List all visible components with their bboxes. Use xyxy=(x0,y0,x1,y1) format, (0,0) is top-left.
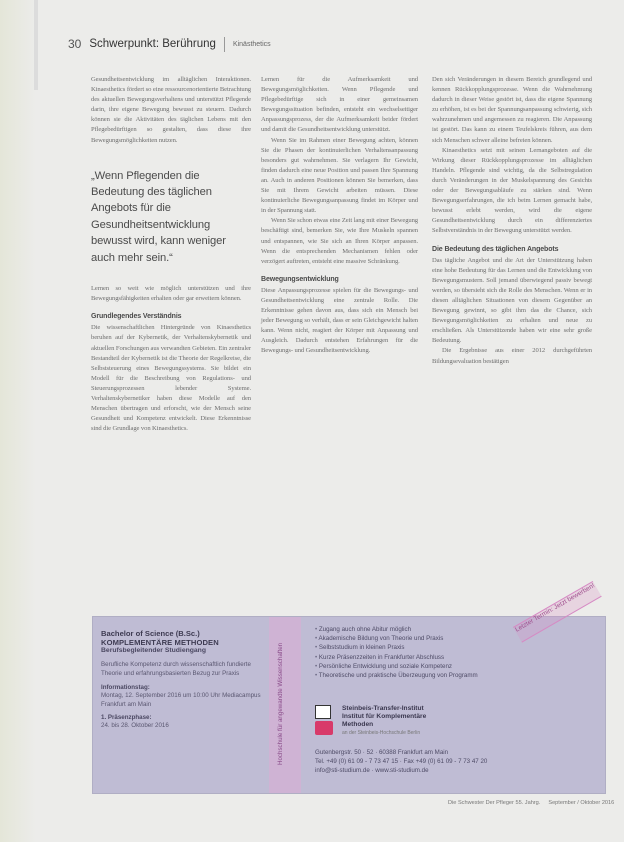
body-paragraph: Lernen für die Aufmerksamkeit und Bewegungsmöglichkeiten. Wenn Pflegende und Pflegebedürftige sich in einer gemeinsamen Bewegungssituation befinden, entsteht ein wechselseitiger Anpassungsprozess, der die Aufmerksamkeit beider fördert und damit die Gesundheitsentwicklung unterstützt. xyxy=(261,76,418,134)
ad-feature-item: • Akademische Bildung von Theorie und Praxis xyxy=(315,634,515,643)
body-paragraph: Lernen so weit wie möglich unterstützen und ihre Bewegungsfähigkeiten erhalten oder gar erweitern können. xyxy=(91,285,251,303)
logo-building-icon xyxy=(315,705,331,719)
body-paragraph: Die Ergebnisse aus einer 2012 durchgeführten Bildungsevaluation bestätigen xyxy=(432,347,592,365)
ad-program-info xyxy=(101,629,261,735)
header-divider xyxy=(224,37,225,52)
page-shadow xyxy=(34,0,38,90)
section-title: Schwerpunkt: Berührung xyxy=(89,38,216,50)
advertisement-box xyxy=(92,582,606,794)
ad-info-text: Montag, 12. September 2016 um 10:00 Uhr Mediacampus Frankfurt am Main xyxy=(101,692,261,708)
subheading: Grundlegendes Verständnis xyxy=(91,313,182,321)
institute-line-3: Methoden xyxy=(342,721,374,728)
institute-branding xyxy=(315,705,426,737)
ad-presence-label: 1. Präsenzphase: xyxy=(101,714,152,721)
ad-stamp-banner: Letzter Termin: Jetzt bewerben! xyxy=(513,581,602,643)
ad-features xyxy=(315,625,515,680)
ad-info-label: Informationstag: xyxy=(101,684,150,691)
ad-study-mode: Berufsbegleitender Studiengang xyxy=(101,647,206,654)
ad-phone-fax: Tel. +49 (0) 61 09 - 7 73 47 15 · Fax +49 (0) 61 09 - 7 73 47 20 xyxy=(315,758,488,765)
subheading: Bewegungsentwicklung xyxy=(261,275,339,283)
footer-publication: Die Schwester Der Pfleger 55. Jahrg. xyxy=(448,800,541,806)
body-paragraph: Kinaesthetics setzt mit seinen Lernangeboten auf die Wirkung dieser Rückkopplungsprozesse im alltäglichen Handeln. Pflegende sind wichtig, da die Selbstregulation durch Veränderungen in der Muskelspannung des Gesichts oder der Bewegungsabläufe zu stärken sind. Wenn Bewegungserfahrungen, die ich beim Lernen gemacht habe, bewusst erlebt werden, wird die eigene Gesundheitsentwicklung durch ein differenziertes Selbstverständnis in der Bewegung unterstützt werden. xyxy=(432,146,592,235)
ad-address: Gutenbergstr. 50 · 52 · 60388 Frankfurt am Main xyxy=(315,749,449,756)
page-footer xyxy=(448,800,614,806)
institute-name xyxy=(342,705,426,737)
body-paragraph: Diese Anpassungsprozesse spielen für die Bewegungs- und Gesundheitsentwicklung eine zentrale Rolle. Die Erkenntnisse gehen davon aus, dass sich ein Mensch bei jeder Bewegung so verhält, dass er sein Gleichgewicht halten kann. Wenn nicht, reagiert der Körper mit Anpassung und Ausgleich. Dadurch entstehen Erfahrungen für die Bewegungs- und Gesundheitsentwicklung. xyxy=(261,286,418,355)
ad-feature-item: • Selbststudium in kleinen Praxis xyxy=(315,643,515,652)
article-column-1 xyxy=(91,75,251,434)
article-column-2 xyxy=(261,75,418,357)
institute-subline: an der Steinbeis-Hochschule Berlin xyxy=(342,730,421,736)
institute-line-1: Steinbeis-Transfer-Institut xyxy=(342,705,424,712)
subheading: Die Bedeutung des täglichen Angebots xyxy=(432,245,559,253)
ad-program-name: KOMPLEMENTÄRE METHODEN xyxy=(101,638,219,647)
body-paragraph: Die wissenschaftlichen Hintergründe von Kinaesthetics beruhen auf der Kybernetik, der Verhaltenskybernetik und aktuellen Forschungen aus verwandten Gebieten. Ein zentraler Bestandteil der Kybernetik ist die Theorie der Regelkreise, die Selbststeuerung eines Bewegungssystems. Sie bildet ein Modell für die Beschreibung von Regulations- und Steuerungsprozessen lebender Systeme. Verhaltenskybernetiker haben diese Modelle auf den Menschen übertragen und erforscht, wie der Mensch seine Gesundheit und Kompetenz entwickelt. Diese Erkenntnisse sind die Grundlage von Kinaesthetics. xyxy=(91,324,251,433)
ad-contact-info xyxy=(315,748,595,775)
page-edge xyxy=(0,0,36,842)
institute-logo-icon xyxy=(315,705,337,737)
page-number: 30 xyxy=(68,37,82,51)
footer-issue: September / Oktober 2016 xyxy=(548,800,615,806)
ad-feature-list xyxy=(315,625,515,680)
body-paragraph: Wenn Sie schon etwas eine Zeit lang mit einer Bewegung beschäftigt sind, bemerken Sie, wie Ihre Muskeln spannen und entspannen, wie Sie sich an Ihren Körper anpassen. Wenn die entsprechenden Mechanismen fehlen oder verzögert auftreten, entsteht eine massive Schränkung. xyxy=(261,217,418,265)
body-paragraph: Gesundheitsentwicklung im alltäglichen Interaktionen. Kinaesthetics fördert so eine ressourcenorientierte Betrachtung des aktuellen Bewegungsverhaltens und unterstützt Pflegende darin, ihre eigene Bewegung bewusst zu steuern. Dadurch können sie die Aktivitäten des täglichen Lebens mit den Pflegebedürftigen so gestalten, dass diese ihre Bewegungsmöglichkeiten nutzen. xyxy=(91,76,251,144)
subsection-label: Kinästhetics xyxy=(232,40,271,48)
ad-degree: Bachelor of Science (B.Sc.) xyxy=(101,629,200,638)
ad-vertical-label: Hochschule für angewandte Wissenschaften xyxy=(277,642,284,766)
body-paragraph: Das tägliche Angebot und die Art der Unterstützung haben eine hohe Bedeutung für das Lernen und die Entwicklung von Bewegungsmustern. Soll jemand überwiegend passiv bewegt werden, so übersieht sich die Rolle des Menschen. Wenn er in diesen alltäglichen Situationen von diesem Gegenüber an Bewegung gewinnt, so gibt ihm das die Chance, sich Bewegungsmöglichkeiten zu erhalten und neue zu erschließen. Als Unterstützende haben wir eine sehr große Bedeutung. xyxy=(432,256,592,345)
body-paragraph: Den sich Veränderungen in diesem Bereich grundlegend und kennen Rückkopplungsprozesse. Wenn die Wahrnehmung dadurch in dieser Weise gestört ist, dass die eigene Spannung zu erhöhen, ist es bei der Spannungsanpassung schwierig, sich wahrzunehmen und angemessen zu reagieren. Die Anpassung ist gestört. Das kann zu einem Teufelskreis führen, aus dem sich Menschen schwer alleine befreien können. xyxy=(432,76,592,144)
ad-web-link[interactable]: info@sti-studium.de · www.sti-studium.de xyxy=(315,767,429,774)
logo-emblem-icon xyxy=(315,721,333,735)
ad-feature-item: • Kurze Präsenzzeiten in Frankfurter Abschluss xyxy=(315,653,515,662)
ad-feature-item: • Persönliche Entwicklung und soziale Kompetenz xyxy=(315,662,515,671)
ad-presence-text: 24. bis 28. Oktober 2016 xyxy=(101,722,169,729)
ad-feature-item: • Theoretische und praktische Überzeugung von Programm xyxy=(315,671,515,680)
ad-feature-item: • Zugang auch ohne Abitur möglich xyxy=(315,625,515,634)
institute-line-2: Institut für Komplementäre xyxy=(342,713,427,720)
body-paragraph: Wenn Sie im Rahmen einer Bewegung achten, können Sie die Phasen der kontinuierlichen Verhaltensanpassung besonders gut wahrnehmen. Sie verlagern Ihr Gewicht, finden dadurch eine neue Position und passen Ihre Spannung an. Auch in anderen Positionen können Sie bemerken, dass Sie mit Ihrem Gewicht arbeiten müssen. Diese kontinuierliche Bewegungsanpassung findet im Körper und in der Spannung statt. xyxy=(261,136,418,215)
running-header xyxy=(68,36,271,52)
pull-quote: „Wenn Pflegenden die Bedeutung des täglichen Angebots für die Gesundheitsentwicklung bewusst wird, kann weniger auch mehr sein.“ xyxy=(91,169,226,264)
ad-description: Berufliche Kompetenz durch wissenschaftlich fundierte Theorie und erfahrungsbasierten Bezug zur Praxis xyxy=(101,661,251,677)
article-column-3 xyxy=(432,75,592,367)
